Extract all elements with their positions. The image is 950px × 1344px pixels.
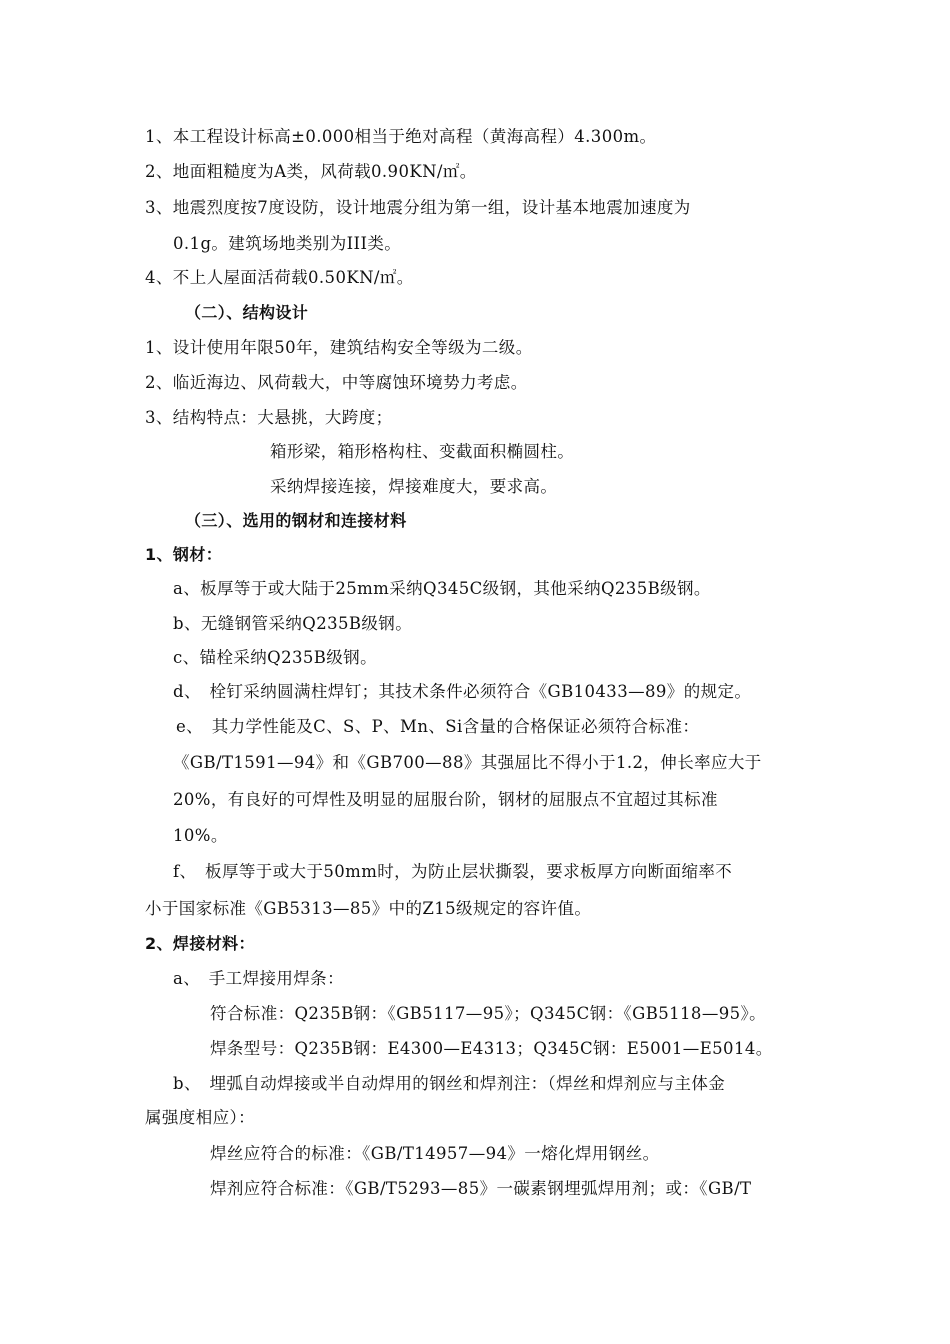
paragraph-line: 箱形梁，箱形格构柱、变截面积椭圆柱。 bbox=[270, 442, 575, 461]
section-heading: （二）、结构设计 bbox=[185, 303, 309, 322]
list-item: b、 埋弧自动焊接或半自动焊用的钢丝和焊剂注：（焊丝和焊剂应与主体金 bbox=[173, 1074, 726, 1093]
list-item: e、 其力学性能及C、S、P、Mn、Si含量的合格保证必须符合标准： bbox=[176, 717, 700, 736]
paragraph-line: 20%，有良好的可焊性及明显的屈服台阶，钢材的屈服点不宜超过其标准 bbox=[173, 790, 718, 809]
list-item: c、锚栓采纳Q235B级钢。 bbox=[173, 648, 377, 667]
paragraph-line: 符合标准：Q235B钢：《GB5117—95》；Q345C钢：《GB5118—95》。 bbox=[210, 1004, 767, 1023]
paragraph-line: 属强度相应）： bbox=[145, 1108, 256, 1127]
paragraph-line: 小于国家标准《GB5313—85》中的Z15级规定的容许值。 bbox=[145, 899, 592, 918]
paragraph-line: 10%。 bbox=[173, 826, 228, 845]
paragraph-line: 4、不上人屋面活荷载0.50KN/㎡。 bbox=[145, 268, 414, 287]
paragraph-line: 《GB/T1591—94》和《GB700—88》其强屈比不得小于1.2，伸长率应大于 bbox=[173, 753, 762, 772]
list-item: d、 栓钉采纳圆满柱焊钉；其技术条件必须符合《GB10433—89》的规定。 bbox=[173, 682, 752, 701]
list-item: a、板厚等于或大陆于25mm采纳Q345C级钢，其他采纳Q235B级钢。 bbox=[173, 579, 711, 598]
section-heading: （三）、选用的钢材和连接材料 bbox=[185, 511, 407, 530]
subsection-title: 1、钢材： bbox=[145, 545, 223, 564]
paragraph-line: 2、地面粗糙度为A类，风荷载0.90KN/㎡。 bbox=[145, 162, 477, 181]
list-item: a、 手工焊接用焊条： bbox=[173, 969, 344, 988]
paragraph-line: 3、地震烈度按7度设防，设计地震分组为第一组，设计基本地震加速度为 bbox=[145, 198, 691, 217]
paragraph-line: 3、结构特点：大悬挑，大跨度； bbox=[145, 408, 393, 427]
paragraph-line: 2、临近海边、风荷载大，中等腐蚀环境势力考虑。 bbox=[145, 373, 528, 392]
paragraph-line: 采纳焊接连接，焊接难度大，要求高。 bbox=[270, 477, 558, 496]
paragraph-line: 1、设计使用年限50年，建筑结构安全等级为二级。 bbox=[145, 338, 533, 357]
paragraph-line: 0.1g。建筑场地类别为III类。 bbox=[173, 234, 402, 253]
paragraph-line: 焊条型号：Q235B钢：E4300—E4313；Q345C钢：E5001—E5014。 bbox=[210, 1039, 773, 1058]
paragraph-line: 焊丝应符合的标准：《GB/T14957—94》一熔化焊用钢丝。 bbox=[210, 1144, 660, 1163]
paragraph-line: 焊剂应符合标准：《GB/T5293—85》一碳素钢埋弧焊用剂；或：《GB/T bbox=[210, 1179, 752, 1198]
subsection-title: 2、焊接材料： bbox=[145, 934, 255, 953]
paragraph-line: 1、本工程设计标高±0.000相当于绝对高程（黄海高程）4.300m。 bbox=[145, 127, 657, 146]
list-item: f、 板厚等于或大于50mm时，为防止层状撕裂，要求板厚方向断面缩率不 bbox=[173, 862, 733, 881]
list-item: b、无缝钢管采纳Q235B级钢。 bbox=[173, 614, 413, 633]
